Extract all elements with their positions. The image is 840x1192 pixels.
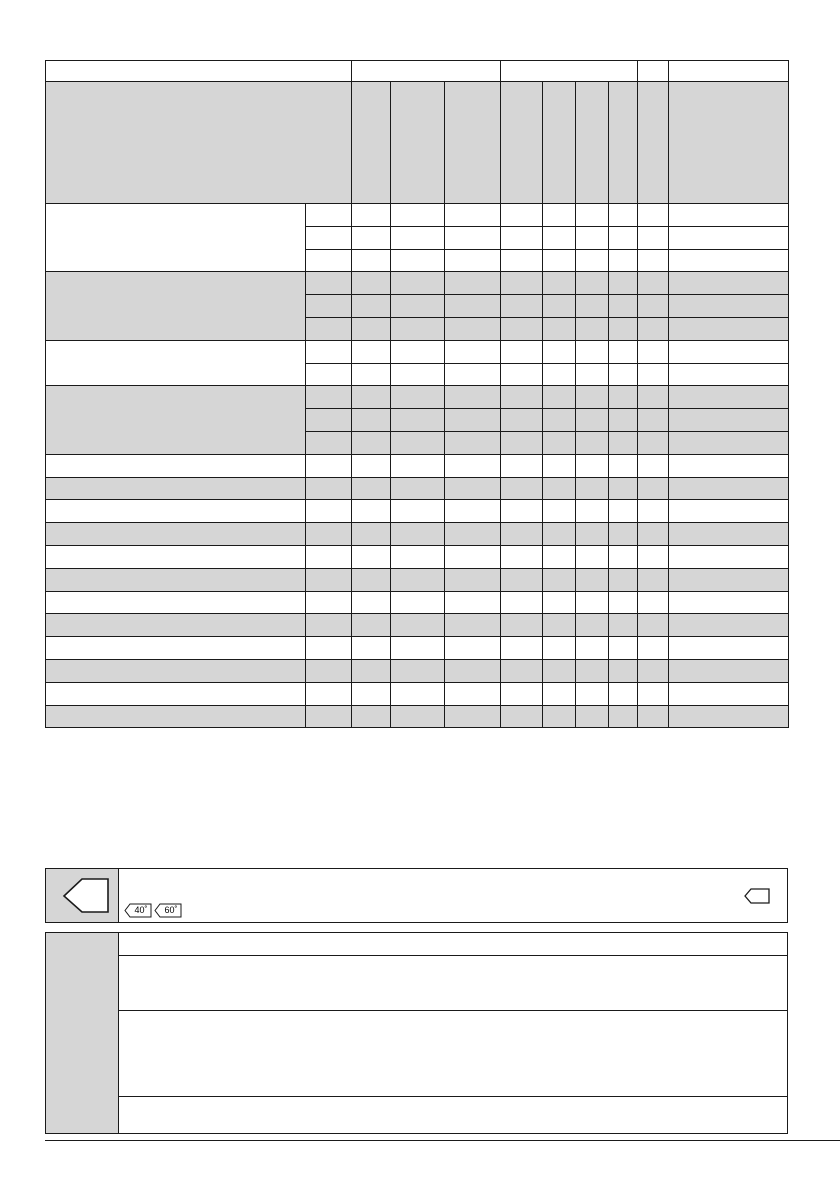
table-left-rule xyxy=(45,60,46,728)
sub-label-rule xyxy=(305,203,306,727)
row-rule xyxy=(45,477,788,478)
row-group-shade xyxy=(45,568,788,591)
group-column-rule xyxy=(351,60,352,728)
group-column-rule xyxy=(637,60,638,728)
sub-row-rule xyxy=(305,408,788,409)
sub-row-rule xyxy=(305,431,788,432)
table-top-rule xyxy=(45,60,788,61)
row-rule xyxy=(45,454,788,455)
row-rule xyxy=(45,682,788,683)
row-rule xyxy=(45,727,788,728)
row-rule xyxy=(45,636,788,637)
label-tag-icon xyxy=(46,869,118,922)
header-bottom-rule xyxy=(45,203,788,204)
row-rule xyxy=(45,499,788,500)
info-box-side-column xyxy=(46,933,119,1133)
info-box-row xyxy=(119,1010,787,1011)
row-rule xyxy=(45,271,788,272)
sub-row-rule xyxy=(305,249,788,250)
data-column-rule xyxy=(390,81,391,728)
info-box-row xyxy=(119,1096,787,1097)
temperature-badge-label: 40˚ xyxy=(134,905,148,915)
row-group-shade xyxy=(45,705,788,728)
row-group-shade xyxy=(45,522,788,545)
header-band-rule xyxy=(45,81,788,82)
footer-rule xyxy=(45,1140,840,1141)
header-shade xyxy=(45,81,788,203)
row-group-shade xyxy=(45,613,788,636)
energy-note-box xyxy=(45,868,788,923)
row-group-shade xyxy=(45,659,788,682)
row-rule xyxy=(45,545,788,546)
group-column-rule xyxy=(500,60,501,728)
row-rule xyxy=(45,591,788,592)
energy-note-icon-cell xyxy=(46,869,119,922)
info-box xyxy=(45,932,788,1134)
sub-row-rule xyxy=(305,363,788,364)
table-right-rule xyxy=(788,60,789,728)
data-column-rule xyxy=(575,81,576,728)
temperature-badge-label: 60˚ xyxy=(164,905,178,915)
group-column-rule xyxy=(668,60,669,728)
row-rule xyxy=(45,522,788,523)
row-rule xyxy=(45,659,788,660)
sub-row-rule xyxy=(305,294,788,295)
row-rule xyxy=(45,385,788,386)
data-column-rule xyxy=(444,81,445,728)
sub-row-rule xyxy=(305,317,788,318)
sub-row-rule xyxy=(305,226,788,227)
row-rule xyxy=(45,568,788,569)
row-group-shade xyxy=(45,385,788,453)
row-rule xyxy=(45,613,788,614)
info-box-row xyxy=(119,955,787,956)
data-column-rule xyxy=(542,81,543,728)
row-group-shade xyxy=(45,271,788,339)
temperature-badge-60 xyxy=(154,903,182,918)
row-group-shade xyxy=(45,477,788,500)
row-rule xyxy=(45,340,788,341)
temperature-badge-40 xyxy=(124,903,152,918)
row-rule xyxy=(45,705,788,706)
label-tag-icon xyxy=(743,887,771,905)
data-column-rule xyxy=(608,81,609,728)
